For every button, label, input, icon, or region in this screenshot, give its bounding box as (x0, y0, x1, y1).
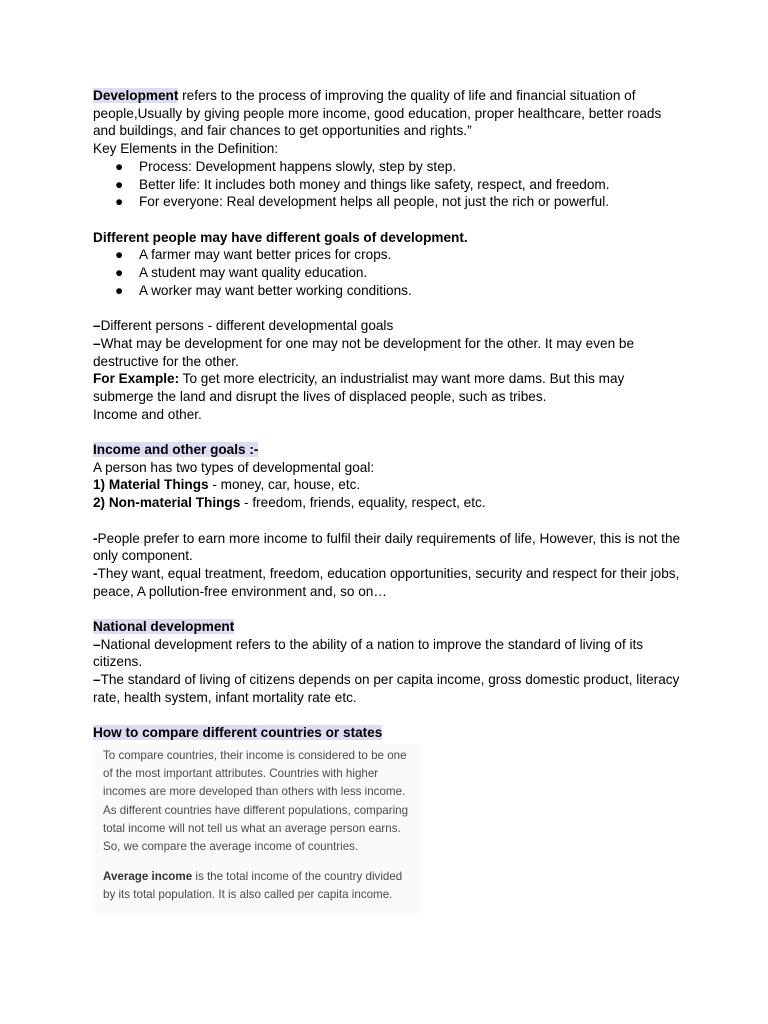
national-para-2: –The standard of living of citizens depends on per capita income, gross domestic product, literacy rate, health system, infant mortality rate etc. (93, 672, 680, 705)
goals-heading: Different people may have different goals of development. (93, 229, 468, 245)
national-heading: National development (93, 619, 235, 635)
bullet-icon: ● (115, 247, 124, 263)
bullet-icon: ● (115, 176, 124, 192)
income-para-2: -They want, equal treatment, freedom, education opportunities, security and respect for their jobs, peace, A pollution-free environment and, so on… (93, 565, 680, 599)
bullet-icon: ● (115, 282, 124, 298)
intro-paragraph (93, 87, 683, 140)
bullet-icon: ● (115, 194, 124, 210)
bullet-icon: ● (115, 158, 124, 174)
average-income-term: Average income (103, 870, 193, 884)
list-item: ● Better life: It includes both money and things like safety, respect, and freedom. (115, 176, 610, 192)
bullet-icon: ● (115, 265, 124, 281)
example-label: For Example: (93, 371, 180, 387)
image-paragraph-2: Average income is the total income of the country divided by its total population. It is also called per capita income. (103, 870, 403, 902)
goals-line-1: –Different persons - different developmental goals (93, 318, 394, 334)
list-item: ● A farmer may want better prices for crops. (115, 247, 392, 263)
list-item: ● Process: Development happens slowly, step by step. (115, 158, 457, 174)
compare-heading: How to compare different countries or states (93, 725, 383, 741)
embedded-text-image (93, 744, 420, 913)
goals-list (93, 246, 683, 299)
example-paragraph: For Example: To get more electricity, an industrialist may want more dams. But this may submerge the land and disrupt the lives of displaced people, such as tribes. (93, 371, 625, 404)
goals-line-2: –What may be development for one may not be development for the other. It may even be destructive for the other. (93, 335, 635, 369)
key-elements-heading: Key Elements in the Definition: (93, 141, 279, 157)
image-paragraph-1: To compare countries, their income is considered to be one of the most important attributes. Countries with higher incomes are more developed than others with less income. As different countries have different populations, comparing total income will not tell us what an average person earns. So, we compare the average income of countries. (103, 748, 409, 853)
list-item: ● A worker may want better working conditions. (115, 282, 412, 298)
document-content (93, 87, 683, 913)
list-item: ● A student may want quality education. (115, 265, 368, 281)
intro-definition: refers to the process of improving the quality of life and financial situation of people,Usually by giving people more income, good education, proper healthcare, better roads and buildings, and fair chances to get opportunities and rights.” (93, 88, 662, 139)
income-goals-heading: Income and other goals :- (93, 442, 259, 458)
material-things-item: 1) Material Things - money, car, house, etc. (93, 477, 361, 493)
national-para-1: –National development refers to the ability of a nation to improve the standard of living of its citizens. (93, 636, 644, 670)
goals-trailing: Income and other. (93, 406, 202, 422)
term-development: Development (93, 88, 179, 103)
non-material-things-item: 2) Non-material Things - freedom, friends, equality, respect, etc. (93, 495, 486, 511)
list-item: ● For everyone: Real development helps all people, not just the rich or powerful. (115, 194, 609, 210)
key-elements-list (93, 158, 683, 211)
income-goals-intro: A person has two types of developmental goal: (93, 459, 375, 475)
income-para-1: -People prefer to earn more income to fulfil their daily requirements of life, However, this is not the only component. (93, 530, 681, 564)
